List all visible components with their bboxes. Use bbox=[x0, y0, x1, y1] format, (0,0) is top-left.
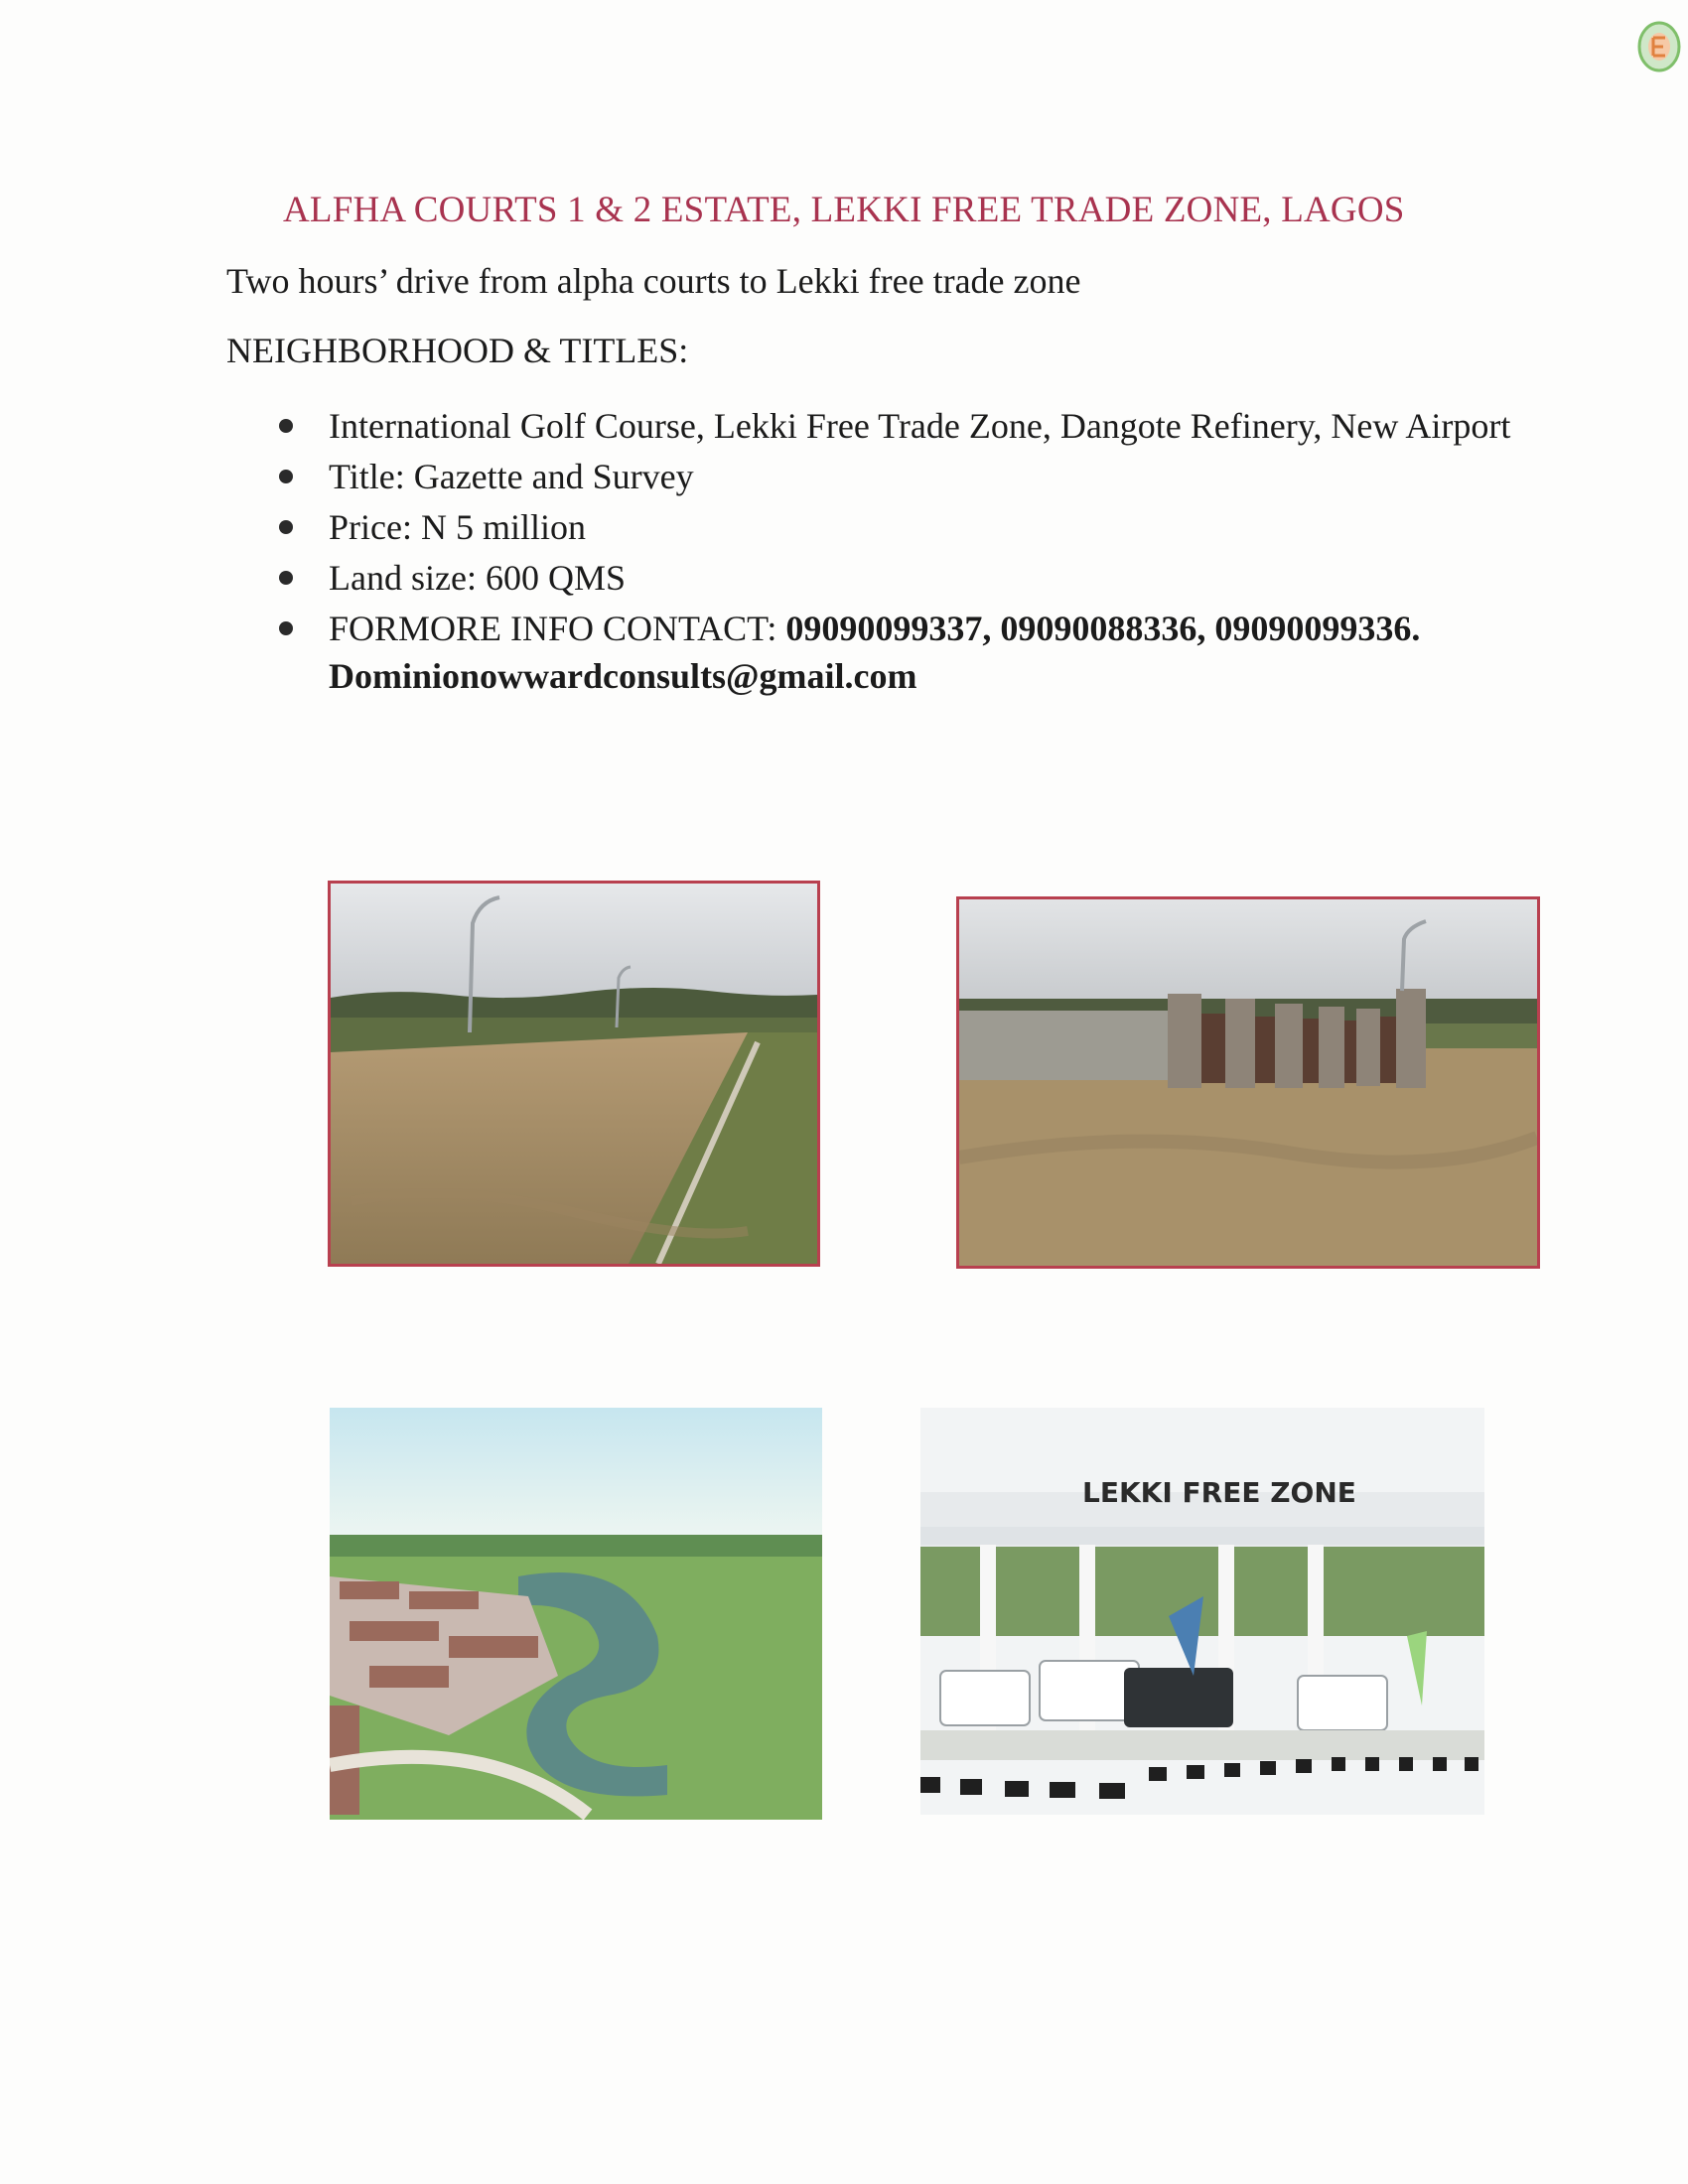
contact-phones: 09090099337, 09090088336, 09090099336. bbox=[785, 609, 1421, 648]
photo-aerial-estate bbox=[330, 1408, 822, 1820]
photo-gate-fence bbox=[956, 896, 1540, 1269]
price-text: Price: N 5 million bbox=[329, 507, 586, 547]
bullet-icon bbox=[279, 621, 293, 635]
list-item-neighborhood bbox=[226, 402, 1557, 450]
bullet-icon bbox=[279, 419, 293, 433]
photo-lekki-free-zone-gate bbox=[920, 1408, 1484, 1815]
bullet-icon bbox=[279, 470, 293, 483]
bullet-icon bbox=[279, 520, 293, 534]
contact-email: Dominionowwardconsults@gmail.com bbox=[329, 656, 917, 696]
title-text: Title: Gazette and Survey bbox=[329, 457, 694, 496]
list-item-contact bbox=[226, 605, 1557, 700]
section-heading: NEIGHBORHOOD & TITLES: bbox=[226, 331, 689, 370]
list-item-land-size bbox=[226, 554, 1557, 602]
sign-text: LEKKI FREE ZONE bbox=[1082, 1476, 1356, 1509]
neighborhood-text: International Golf Course, Lekki Free Trade Zone, Dangote Refinery, New Airport bbox=[329, 406, 1511, 446]
contact-label: FORMORE INFO CONTACT: bbox=[329, 609, 786, 648]
subtitle: Two hours’ drive from alpha courts to Lekki free trade zone bbox=[226, 261, 1081, 301]
e-badge-icon bbox=[1636, 20, 1682, 73]
photo-land-road bbox=[328, 881, 820, 1267]
list-item-price bbox=[226, 503, 1557, 551]
feature-list bbox=[226, 402, 1557, 703]
list-item-title bbox=[226, 453, 1557, 500]
land-size-text: Land size: 600 QMS bbox=[329, 558, 626, 598]
page-title: ALFHA COURTS 1 & 2 ESTATE, LEKKI FREE TRADE ZONE, LAGOS bbox=[283, 190, 1405, 230]
bullet-icon bbox=[279, 571, 293, 585]
